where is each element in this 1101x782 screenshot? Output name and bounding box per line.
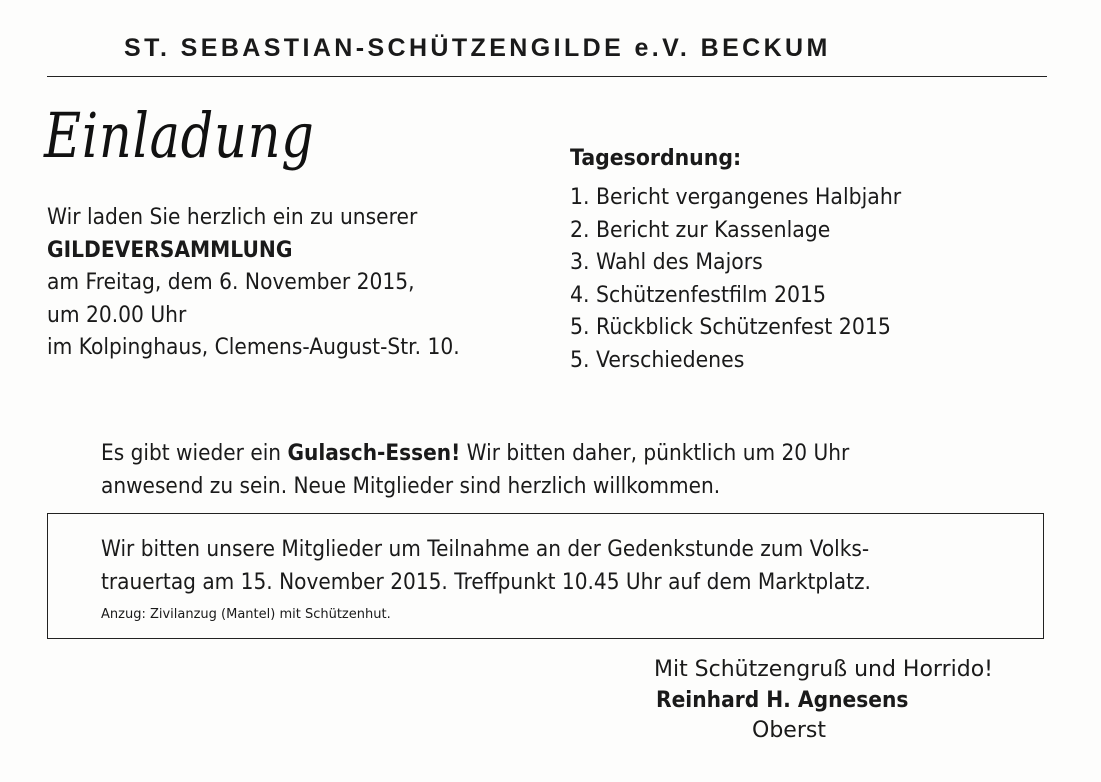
header-divider bbox=[47, 76, 1047, 77]
notice-line-1: Wir bitten unsere Mitglieder um Teilnahme an der Gedenkstunde zum Volks- bbox=[101, 537, 870, 562]
signer-rank: Oberst bbox=[752, 718, 826, 743]
dress-code-note: Anzug: Zivilanzug (Mantel) mit Schützenhut. bbox=[101, 607, 391, 622]
gulasch-suffix: Wir bitten daher, pünktlich um 20 Uhr bbox=[460, 441, 850, 466]
agenda-item: 5. Rückblick Schützenfest 2015 bbox=[570, 315, 891, 340]
agenda-item: 5. Verschiedenes bbox=[570, 347, 745, 373]
agenda-item: 1. Bericht vergangenes Halbjahr bbox=[570, 185, 902, 210]
event-place: im Kolpinghaus, Clemens-August-Str. 10. bbox=[47, 335, 460, 360]
gulasch-line-2: anwesend zu sein. Neue Mitglieder sind herzlich willkommen. bbox=[101, 474, 721, 499]
gulasch-line-1 bbox=[101, 437, 979, 470]
agenda-item: 4. Schützenfestfilm 2015 bbox=[570, 282, 827, 308]
gulasch-highlight: Gulasch-Essen! bbox=[287, 441, 461, 466]
invitation-text bbox=[47, 202, 460, 365]
event-date: am Freitag, dem 6. November 2015, bbox=[47, 270, 415, 295]
signer-name: Reinhard H. Agnesens bbox=[656, 688, 909, 713]
invitation-intro: Wir laden Sie herzlich ein zu unserer bbox=[47, 205, 418, 230]
agenda-item: 3. Wahl des Majors bbox=[570, 250, 763, 275]
notice-line-2: trauertag am 15. November 2015. Treffpunkt 10.45 Uhr auf dem Marktplatz. bbox=[101, 570, 871, 595]
agenda-heading: Tagesordnung: bbox=[570, 146, 742, 171]
agenda bbox=[570, 144, 901, 377]
organization-title: ST. SEBASTIAN-SCHÜTZENGILDE e.V. BECKUM bbox=[124, 34, 831, 62]
agenda-item: 2. Bericht zur Kassenlage bbox=[570, 217, 831, 243]
event-name: GILDEVERSAMMLUNG bbox=[47, 237, 293, 263]
gulasch-paragraph bbox=[101, 437, 979, 503]
invitation-heading: Einladung bbox=[44, 99, 315, 172]
closing-greeting: Mit Schützengruß und Horrido! bbox=[653, 657, 993, 682]
event-time: um 20.00 Uhr bbox=[47, 302, 187, 328]
gulasch-prefix: Es gibt wieder ein bbox=[101, 441, 288, 466]
notice-text bbox=[101, 533, 871, 599]
